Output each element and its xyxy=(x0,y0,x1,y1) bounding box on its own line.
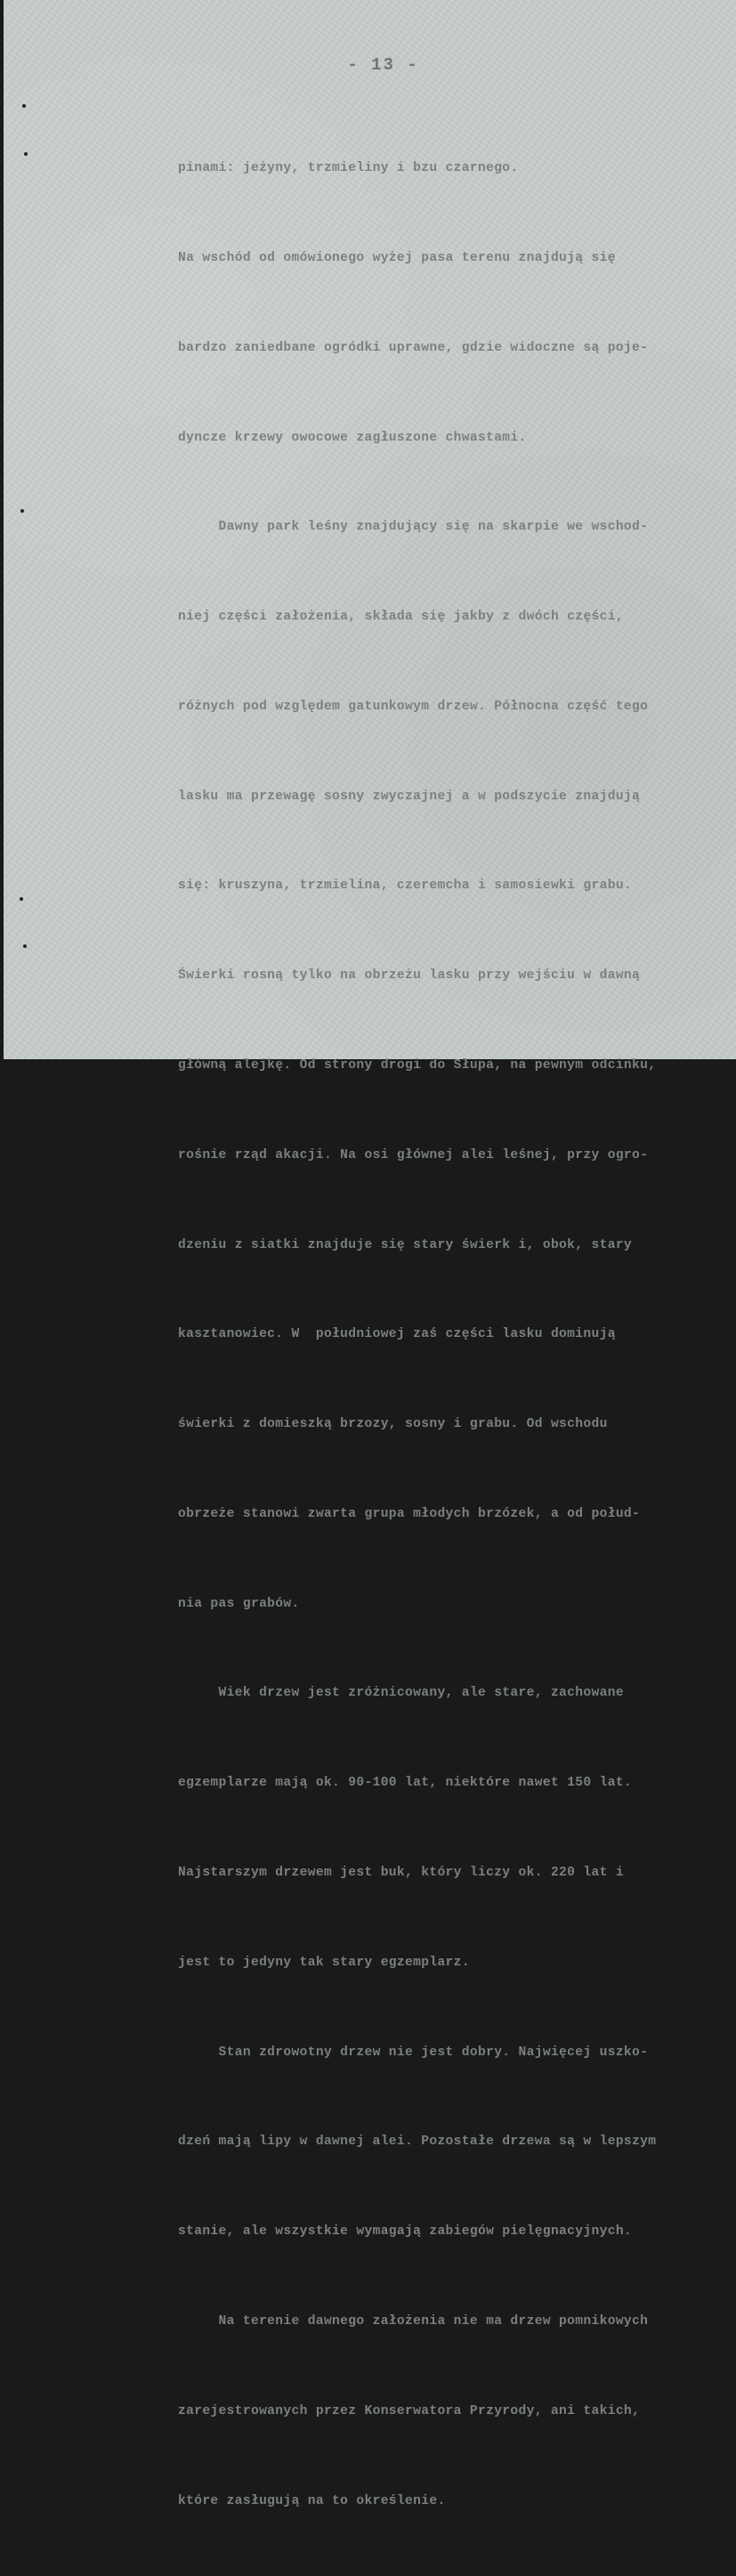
typewritten-body xyxy=(178,94,730,2576)
text-line: które zasługują na to określenie. xyxy=(178,2493,446,2508)
paragraph-start-line: Wiek drzew jest zróżnicowany, ale stare, zachowane xyxy=(178,1686,624,1701)
text-line: się: kruszyna, trzmielina, czeremcha i samosiewki grabu. xyxy=(178,879,633,894)
text-line: dyncze krzewy owocowe zagłuszone chwastami. xyxy=(178,430,527,445)
text-line: rośnie rząd akacji. Na osi głównej alei leśnej, przy ogro- xyxy=(178,1147,649,1162)
paragraph-start-line: Stan zdrowotny drzew nie jest dobry. Najwięcej uszko- xyxy=(178,2045,649,2060)
text-line: jest to jedyny tak stary egzemplarz. xyxy=(178,1955,470,1970)
page-number: - 13 - xyxy=(347,55,419,75)
text-line: bardzo zaniedbane ogródki uprawne, gdzie widoczne są poje- xyxy=(178,340,649,355)
margin-dot xyxy=(22,104,26,108)
text-line: główną alejkę. Od strony drogi do Słupa, na pewnym odcinku, xyxy=(178,1058,657,1073)
text-line: różnych pod względem gatunkowym drzew. Północna część tego xyxy=(178,699,649,714)
text-line: kasztanowiec. W południowej zaś części lasku dominują xyxy=(178,1327,616,1342)
text-line: zarejestrowanych przez Konserwatora Przyrody, ani takich, xyxy=(178,2403,641,2418)
paragraph-start-line: Na terenie dawnego założenia nie ma drzew pomnikowych xyxy=(178,2313,649,2329)
margin-dot xyxy=(20,897,23,901)
margin-dot xyxy=(23,944,27,948)
text-line: Na wschód od omówionego wyżej pasa terenu znajdują się xyxy=(178,250,616,265)
text-line: pinami: jeżyny, trzmieliny i bzu czarnego. xyxy=(178,161,519,176)
text-line: Najstarszym drzewem jest buk, który liczy ok. 220 lat i xyxy=(178,1866,624,1881)
text-line: dzeniu z siatki znajduje się stary świerk i, obok, stary xyxy=(178,1237,633,1252)
text-line: świerki z domieszką brzozy, sosny i grabu. Od wschodu xyxy=(178,1417,608,1432)
text-line: lasku ma przewagę sosny zwyczajnej a w podszycie znajdują xyxy=(178,789,641,804)
text-line: niej części założenia, składa się jakby z dwóch części, xyxy=(178,610,624,625)
margin-dot xyxy=(24,152,28,156)
text-line: Świerki rosną tylko na obrzeżu lasku przy wejściu w dawną xyxy=(178,968,641,984)
text-line: dzeń mają lipy w dawnej alei. Pozostałe drzewa są w lepszym xyxy=(178,2135,657,2150)
text-line: egzemplarze mają ok. 90-100 lat, niektóre nawet 150 lat. xyxy=(178,1776,633,1791)
document-page xyxy=(4,0,736,2508)
paragraph-start-line: Dawny park leśny znajdujący się na skarpie we wschod- xyxy=(178,520,649,535)
text-line: obrzeże stanowi zwarta grupa młodych brzózek, a od połud- xyxy=(178,1506,641,1521)
margin-dot xyxy=(20,509,24,513)
text-line: stanie, ale wszystkie wymagają zabiegów pielęgnacyjnych. xyxy=(178,2224,633,2240)
text-line: nia pas grabów. xyxy=(178,1596,300,1611)
